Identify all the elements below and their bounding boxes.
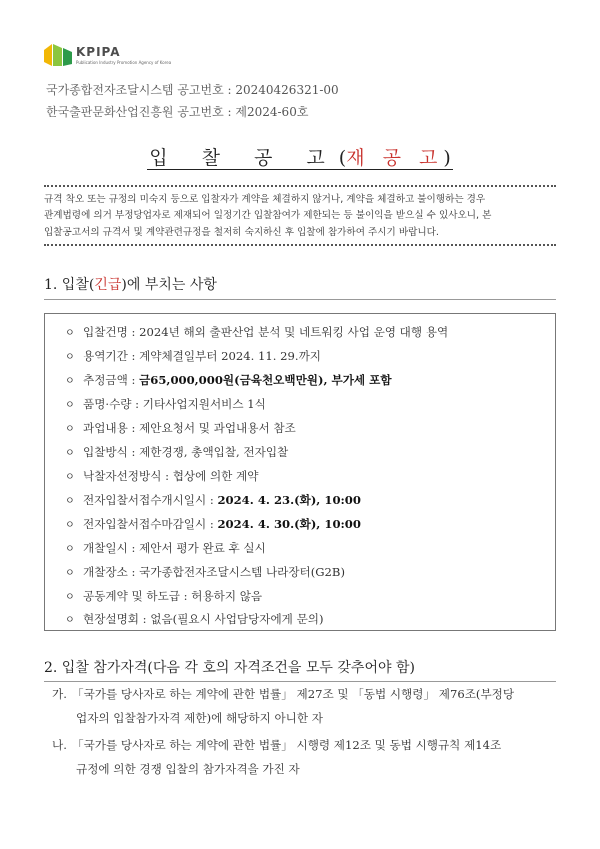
section-2-underline: [44, 681, 556, 682]
warning-line: 입찰공고서의 규격서 및 계약관련규정을 철저히 숙지하신 후 입찰에 참가하여 주시기 바랍니다.: [44, 226, 439, 238]
page-title: [0, 147, 600, 170]
bid-item: ㅇ 입찰건명 : 2024년 해외 출판산업 분석 및 네트워킹 사업 운영 대행 용역: [65, 325, 449, 339]
section-1-suffix: )에 부치는 사항: [121, 277, 217, 293]
bid-item: ㅇ 전자입찰서접수개시일시 : 2024. 4. 23.(화), 10:00: [65, 493, 361, 507]
qualification-mark: 나.: [52, 738, 67, 752]
qualification-line: 「국가를 당사자로 하는 계약에 관한 법률」 제27조 및 「동법 시행령」 제76조(부정당: [72, 687, 515, 701]
bid-item: ㅇ 낙찰자선정방식 : 협상에 의한 계약: [65, 469, 259, 483]
logo-mark-icon: [44, 44, 74, 66]
title-re-notice: 재 공 고: [346, 147, 444, 169]
bid-item: ㅇ 전자입찰서접수마감일시 : 2024. 4. 30.(화), 10:00: [65, 517, 361, 531]
logo-name: KPIPA: [76, 45, 121, 59]
bid-item: ㅇ 용역기간 : 계약체결일부터 2024. 11. 29.까지: [65, 349, 321, 363]
bid-item: ㅇ 입찰방식 : 제한경쟁, 총액입찰, 전자입찰: [65, 445, 289, 459]
bid-item: ㅇ 현장설명회 : 없음(필요시 사업담당자에게 문의): [65, 612, 324, 626]
warning-line: 규격 착오 또는 규정의 미숙지 등으로 입찰자가 계약을 체결하지 않거나, 계약을 체결하고 불이행하는 경우: [44, 194, 486, 205]
title-main: 입 찰 공 고: [149, 147, 339, 169]
section-1-prefix: 1. 입찰(: [44, 277, 95, 293]
bid-item: ㅇ 개찰장소 : 국가종합전자조달시스템 나라장터(G2B): [65, 565, 345, 579]
title-paren-close: ): [443, 147, 451, 169]
bid-item: ㅇ 품명·수량 : 기타사업지원서비스 1식: [65, 397, 266, 411]
qualification-line: 업자의 입찰참가자격 제한)에 해당하지 아니한 자: [76, 711, 323, 725]
dotted-divider-top: [44, 185, 556, 187]
notice-number-g2b: 국가종합전자조달시스템 공고번호 : 20240426321-00: [46, 83, 339, 97]
section-1-title: [44, 274, 217, 294]
logo-subtitle: Publication Industry Promotion Agency of Korea: [76, 60, 172, 65]
notice-number-kpipa: 한국출판문화산업진흥원 공고번호 : 제2024-60호: [46, 105, 309, 119]
section-2-title: [44, 657, 415, 677]
warning-line: 관계법령에 의거 부정당업자로 제재되어 일정기간 입찰참여가 제한되는 등 불이익을 받으실 수 있사오니, 본: [44, 210, 492, 222]
bid-item: ㅇ 과업내용 : 제안요청서 및 과업내용서 참조: [65, 421, 296, 435]
qualification-mark: 가.: [52, 687, 67, 701]
title-paren-open: (: [338, 147, 347, 169]
qualification-line: 「국가를 당사자로 하는 계약에 관한 법률」 시행령 제12조 및 동법 시행규칙 제14조: [72, 738, 502, 752]
warning-notice: [44, 192, 556, 241]
bid-details-box: [44, 313, 556, 631]
section-2-suffix: (다음 각 호의 자격조건을 모두 갖추어야 함): [147, 660, 415, 676]
bid-item: ㅇ 개찰일시 : 제안서 평가 완료 후 실시: [65, 541, 266, 555]
section-1-underline: [44, 299, 556, 300]
dotted-divider-bottom: [44, 244, 556, 246]
qualification-item: [52, 737, 502, 776]
bid-item: ㅇ 공동계약 및 하도급 : 허용하지 않음: [65, 589, 263, 603]
section-2-prefix: 2. 입찰 참가자격: [44, 660, 148, 676]
qualification-line: 규정에 의한 경쟁 입찰의 참가자격을 가진 자: [76, 762, 300, 776]
kpipa-logo: [44, 42, 194, 72]
qualification-item: [52, 686, 515, 725]
bid-item: ㅇ 추정금액 : 금65,000,000원(금육천오백만원), 부가세 포함: [65, 373, 392, 387]
section-1-highlight: 긴급: [94, 277, 122, 293]
